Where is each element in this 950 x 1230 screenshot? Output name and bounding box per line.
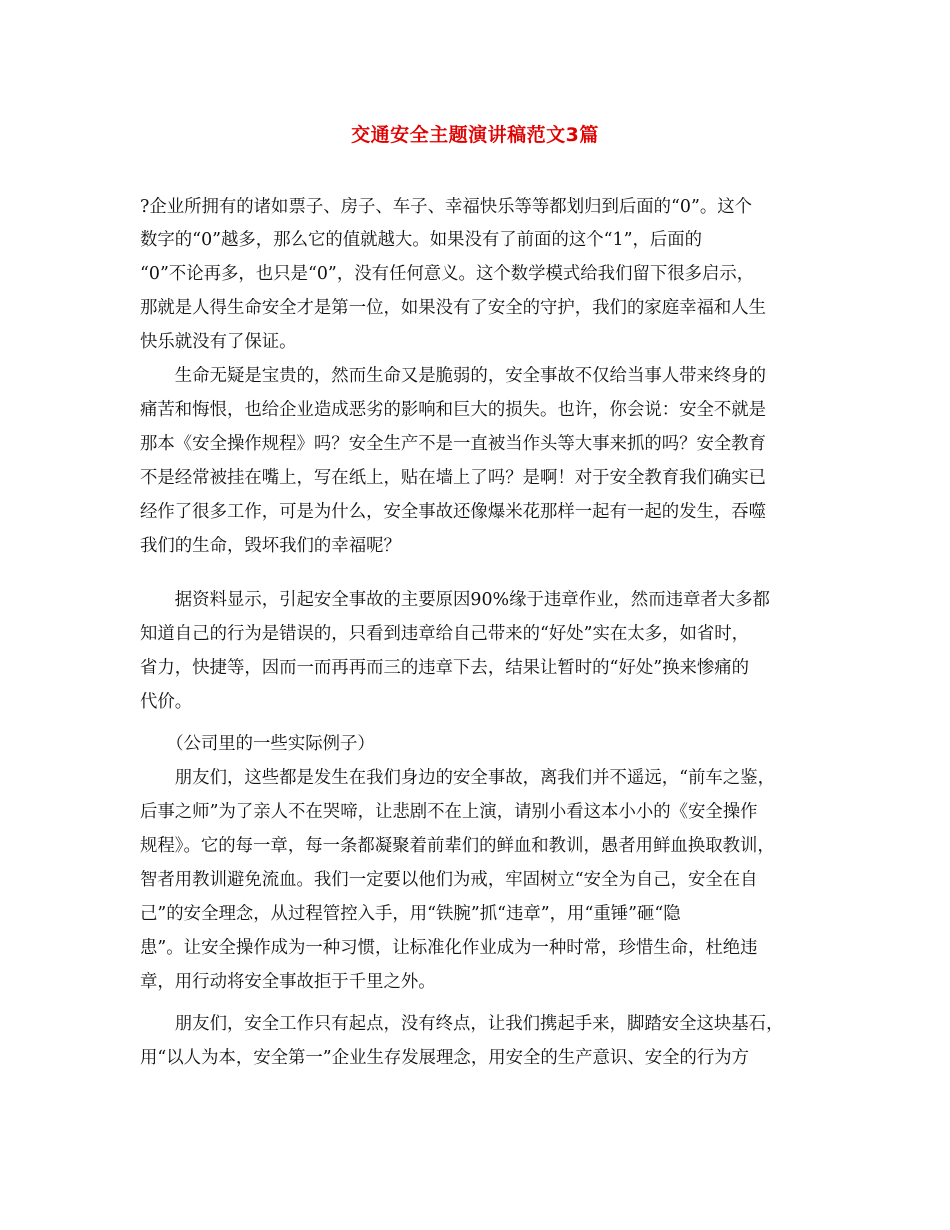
text-line: 知道自己的行为是错误的，只看到违章给自己带来的“好处”实在太多，如省时， xyxy=(140,624,750,644)
text-line: （公司里的一些实际例子） xyxy=(140,734,375,754)
text-line: 那本《安全操作规程》吗？安全生产不是一直被当作头等大事来抓的吗？安全教育 xyxy=(140,434,767,454)
text-line: 规程》。它的每一章，每一条都凝聚着前辈们的鲜血和教训，愚者用鲜血换取教训， xyxy=(140,836,775,856)
text-line: ?企业所拥有的诸如票子、房子、车子、幸福快乐等等都划归到后面的“0”。这个 xyxy=(140,197,753,217)
text-line: 我们的生命，毁坏我们的幸福呢？ xyxy=(140,536,401,556)
text-line: “0”不论再多，也只是“0”，没有任何意义。这个数学模式给我们留下很多启示， xyxy=(140,264,755,284)
text-line: 经作了很多工作，可是为什么，安全事故还像爆米花那样一起有一起的发生，吞噬 xyxy=(140,502,767,522)
text-line: 后事之师”为了亲人不在哭啼，让悲剧不在上演，请别小看这本小小的《安全操作 xyxy=(140,802,758,822)
text-line: 据资料显示，引起安全事故的主要原因90%缘于违章作业，然而违章者大多都 xyxy=(140,590,770,610)
text-line: 那就是人得生命安全才是第一位，如果没有了安全的守护，我们的家庭幸福和人生 xyxy=(140,298,767,318)
text-line: 省力，快捷等，因而一而再再而三的违章下去，结果让暂时的“好处”换来惨痛的 xyxy=(140,658,750,678)
document-title: 交通安全主题演讲稿范文3篇 xyxy=(351,124,599,146)
text-line: 朋友们，这些都是发生在我们身边的安全事故，离我们并不遥远，“前车之鉴， xyxy=(140,768,775,788)
text-line: 痛苦和悔恨，也给企业造成恶劣的影响和巨大的损失。也许，你会说：安全不就是 xyxy=(140,400,767,420)
text-line: 快乐就没有了保证。 xyxy=(140,332,297,352)
text-line: 朋友们，安全工作只有起点，没有终点，让我们携起手来，脚踏安全这块基石， xyxy=(140,1014,784,1034)
text-line: 患”。让安全操作成为一种习惯，让标准化作业成为一种时常，珍惜生命，杜绝违 xyxy=(140,938,758,958)
text-line: 己”的安全理念，从过程管控入手，用“铁腕”抓“违章”，用“重锤”砸“隐 xyxy=(140,904,681,924)
text-line: 代价。 xyxy=(140,692,193,712)
text-line: 用“以人为本，安全第一”企业生存发展理念，用安全的生产意识、安全的行为方 xyxy=(140,1048,750,1068)
text-line: 章，用行动将安全事故拒于千里之外。 xyxy=(140,972,436,992)
text-line: 智者用教训避免流血。我们一定要以他们为戒，牢固树立“安全为自己，安全在自 xyxy=(140,870,758,890)
text-line: 生命无疑是宝贵的，然而生命又是脆弱的，安全事故不仅给当事人带来终身的 xyxy=(140,366,767,386)
text-line: 数字的“0”越多，那么它的值就越大。如果没有了前面的这个“1”，后面的 xyxy=(140,230,703,250)
text-line: 不是经常被挂在嘴上，写在纸上，贴在墙上了吗？是啊！对于安全教育我们确实已 xyxy=(140,468,767,488)
